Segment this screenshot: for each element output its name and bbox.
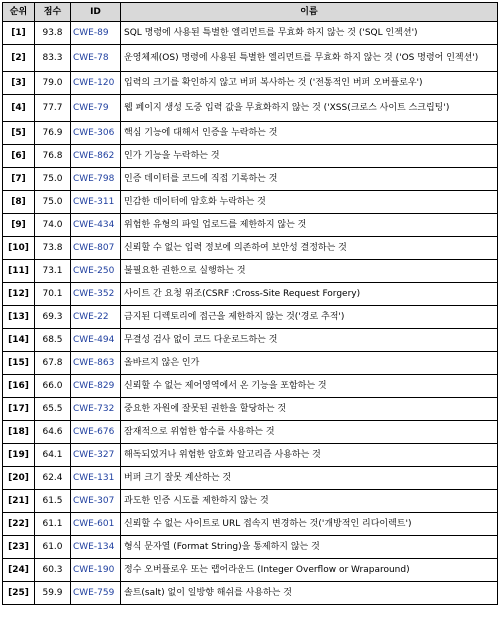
table-body xyxy=(3,22,498,605)
rank-cell: [14] xyxy=(3,329,35,352)
weakness-name-cell: 웹 페이지 생성 도중 입력 값을 무효화하지 않는 것 ('XSS(크로스 사이트 스크립팅') xyxy=(121,95,498,122)
table-row xyxy=(3,375,498,398)
weakness-name-cell: 불필요한 권한으로 실행하는 것 xyxy=(121,260,498,283)
table-row xyxy=(3,237,498,260)
table-row xyxy=(3,490,498,513)
weakness-name-cell: 운영체제(OS) 명령에 사용된 특별한 엘리먼트를 무효화 하지 않는 것 ('OS 명령어 인젝션') xyxy=(121,45,498,72)
weakness-name-cell: 버퍼 크기 잘못 계산하는 것 xyxy=(121,467,498,490)
weakness-name-cell: 해독되었거나 위험한 암호화 알고리즘 사용하는 것 xyxy=(121,444,498,467)
score-cell: 64.1 xyxy=(35,444,71,467)
score-cell: 62.4 xyxy=(35,467,71,490)
score-cell: 79.0 xyxy=(35,72,71,95)
cwe-id-cell: CWE-807 xyxy=(71,237,121,260)
cwe-id-cell: CWE-352 xyxy=(71,283,121,306)
cwe-id-cell: CWE-190 xyxy=(71,559,121,582)
table-row xyxy=(3,398,498,421)
score-cell: 69.3 xyxy=(35,306,71,329)
table-row xyxy=(3,260,498,283)
cwe-id-cell: CWE-311 xyxy=(71,191,121,214)
table-row xyxy=(3,191,498,214)
score-cell: 59.9 xyxy=(35,582,71,605)
cwe-id-cell: CWE-494 xyxy=(71,329,121,352)
rank-cell: [23] xyxy=(3,536,35,559)
weakness-name-cell: 신뢰할 수 없는 제어영역에서 온 기능을 포함하는 것 xyxy=(121,375,498,398)
weakness-name-cell: 인가 기능을 누락하는 것 xyxy=(121,145,498,168)
cwe-top25-table xyxy=(2,2,498,605)
weakness-name-cell: 신뢰할 수 없는 사이트로 URL 접속지 변경하는 것('개방적인 리다이렉트') xyxy=(121,513,498,536)
score-cell: 76.8 xyxy=(35,145,71,168)
weakness-name-cell: 무결성 검사 없이 코드 다운로드하는 것 xyxy=(121,329,498,352)
rank-cell: [11] xyxy=(3,260,35,283)
weakness-name-cell: 신뢰할 수 없는 입력 정보에 의존하여 보안성 결정하는 것 xyxy=(121,237,498,260)
score-cell: 83.3 xyxy=(35,45,71,72)
weakness-name-cell: 입력의 크기를 확인하지 않고 버퍼 복사하는 것 ('전통적인 버퍼 오버플로우') xyxy=(121,72,498,95)
rank-cell: [9] xyxy=(3,214,35,237)
weakness-name-cell: 사이트 간 요청 위조(CSRF :Cross-Site Request Forgery) xyxy=(121,283,498,306)
weakness-name-cell: 금지된 디렉토리에 접근을 제한하지 않는 것('경로 추적') xyxy=(121,306,498,329)
score-cell: 61.0 xyxy=(35,536,71,559)
cwe-id-cell: CWE-732 xyxy=(71,398,121,421)
cwe-id-cell: CWE-307 xyxy=(71,490,121,513)
score-cell: 64.6 xyxy=(35,421,71,444)
rank-cell: [5] xyxy=(3,122,35,145)
table-row xyxy=(3,122,498,145)
cwe-id-cell: CWE-676 xyxy=(71,421,121,444)
weakness-name-cell: 잠재적으로 위험한 함수를 사용하는 것 xyxy=(121,421,498,444)
weakness-name-cell: 중요한 자원에 잘못된 권한을 할당하는 것 xyxy=(121,398,498,421)
cwe-id-cell: CWE-131 xyxy=(71,467,121,490)
weakness-name-cell: 과도한 인증 시도를 제한하지 않는 것 xyxy=(121,490,498,513)
table-row xyxy=(3,329,498,352)
score-cell: 74.0 xyxy=(35,214,71,237)
score-cell: 73.1 xyxy=(35,260,71,283)
cwe-id-cell: CWE-863 xyxy=(71,352,121,375)
weakness-name-cell: 올바르지 않은 인가 xyxy=(121,352,498,375)
score-cell: 67.8 xyxy=(35,352,71,375)
table-row xyxy=(3,168,498,191)
rank-cell: [8] xyxy=(3,191,35,214)
cwe-id-cell: CWE-134 xyxy=(71,536,121,559)
score-cell: 66.0 xyxy=(35,375,71,398)
score-cell: 75.0 xyxy=(35,191,71,214)
rank-cell: [2] xyxy=(3,45,35,72)
cwe-id-cell: CWE-759 xyxy=(71,582,121,605)
score-cell: 93.8 xyxy=(35,22,71,45)
name-column-header: 이름 xyxy=(121,3,498,22)
rank-cell: [3] xyxy=(3,72,35,95)
table-row xyxy=(3,444,498,467)
table-row xyxy=(3,559,498,582)
score-column-header: 점수 xyxy=(35,3,71,22)
weakness-name-cell: 정수 오버플로우 또는 랩어라운드 (Integer Overflow or Wraparound) xyxy=(121,559,498,582)
table-row xyxy=(3,214,498,237)
cwe-id-cell: CWE-601 xyxy=(71,513,121,536)
weakness-name-cell: 형식 문자열 (Format String)을 통제하지 않는 것 xyxy=(121,536,498,559)
rank-cell: [21] xyxy=(3,490,35,513)
rank-cell: [4] xyxy=(3,95,35,122)
score-cell: 61.5 xyxy=(35,490,71,513)
cwe-id-cell: CWE-798 xyxy=(71,168,121,191)
table-row xyxy=(3,95,498,122)
cwe-id-cell: CWE-250 xyxy=(71,260,121,283)
table-row xyxy=(3,306,498,329)
rank-cell: [6] xyxy=(3,145,35,168)
table-row xyxy=(3,145,498,168)
id-column-header: ID xyxy=(71,3,121,22)
rank-cell: [15] xyxy=(3,352,35,375)
cwe-id-cell: CWE-120 xyxy=(71,72,121,95)
weakness-name-cell: 인증 데이터를 코드에 직접 기록하는 것 xyxy=(121,168,498,191)
rank-cell: [20] xyxy=(3,467,35,490)
rank-column-header: 순위 xyxy=(3,3,35,22)
table-row xyxy=(3,352,498,375)
rank-cell: [25] xyxy=(3,582,35,605)
rank-cell: [17] xyxy=(3,398,35,421)
weakness-name-cell: SQL 명령에 사용된 특별한 엘리먼트를 무효화 하지 않는 것 ('SQL 인젝션') xyxy=(121,22,498,45)
rank-cell: [19] xyxy=(3,444,35,467)
cwe-id-cell: CWE-79 xyxy=(71,95,121,122)
score-cell: 75.0 xyxy=(35,168,71,191)
cwe-id-cell: CWE-89 xyxy=(71,22,121,45)
table-row xyxy=(3,72,498,95)
rank-cell: [10] xyxy=(3,237,35,260)
score-cell: 70.1 xyxy=(35,283,71,306)
cwe-id-cell: CWE-862 xyxy=(71,145,121,168)
score-cell: 65.5 xyxy=(35,398,71,421)
cwe-id-cell: CWE-327 xyxy=(71,444,121,467)
weakness-name-cell: 민감한 데이터에 암호화 누락하는 것 xyxy=(121,191,498,214)
score-cell: 77.7 xyxy=(35,95,71,122)
rank-cell: [24] xyxy=(3,559,35,582)
table-row xyxy=(3,22,498,45)
table-row xyxy=(3,45,498,72)
table-row xyxy=(3,536,498,559)
weakness-name-cell: 핵심 기능에 대해서 인증을 누락하는 것 xyxy=(121,122,498,145)
table-row xyxy=(3,283,498,306)
rank-cell: [7] xyxy=(3,168,35,191)
score-cell: 61.1 xyxy=(35,513,71,536)
weakness-name-cell: 위험한 유형의 파일 업로드를 제한하지 않는 것 xyxy=(121,214,498,237)
score-cell: 73.8 xyxy=(35,237,71,260)
score-cell: 60.3 xyxy=(35,559,71,582)
rank-cell: [16] xyxy=(3,375,35,398)
table-row xyxy=(3,582,498,605)
cwe-id-cell: CWE-78 xyxy=(71,45,121,72)
cwe-id-cell: CWE-22 xyxy=(71,306,121,329)
score-cell: 68.5 xyxy=(35,329,71,352)
rank-cell: [18] xyxy=(3,421,35,444)
cwe-id-cell: CWE-306 xyxy=(71,122,121,145)
table-row xyxy=(3,513,498,536)
weakness-name-cell: 솔트(salt) 없이 일방향 해쉬를 사용하는 것 xyxy=(121,582,498,605)
table-row xyxy=(3,421,498,444)
rank-cell: [22] xyxy=(3,513,35,536)
rank-cell: [1] xyxy=(3,22,35,45)
table-row xyxy=(3,467,498,490)
rank-cell: [12] xyxy=(3,283,35,306)
cwe-id-cell: CWE-829 xyxy=(71,375,121,398)
header-row xyxy=(3,3,498,22)
score-cell: 76.9 xyxy=(35,122,71,145)
cwe-id-cell: CWE-434 xyxy=(71,214,121,237)
rank-cell: [13] xyxy=(3,306,35,329)
